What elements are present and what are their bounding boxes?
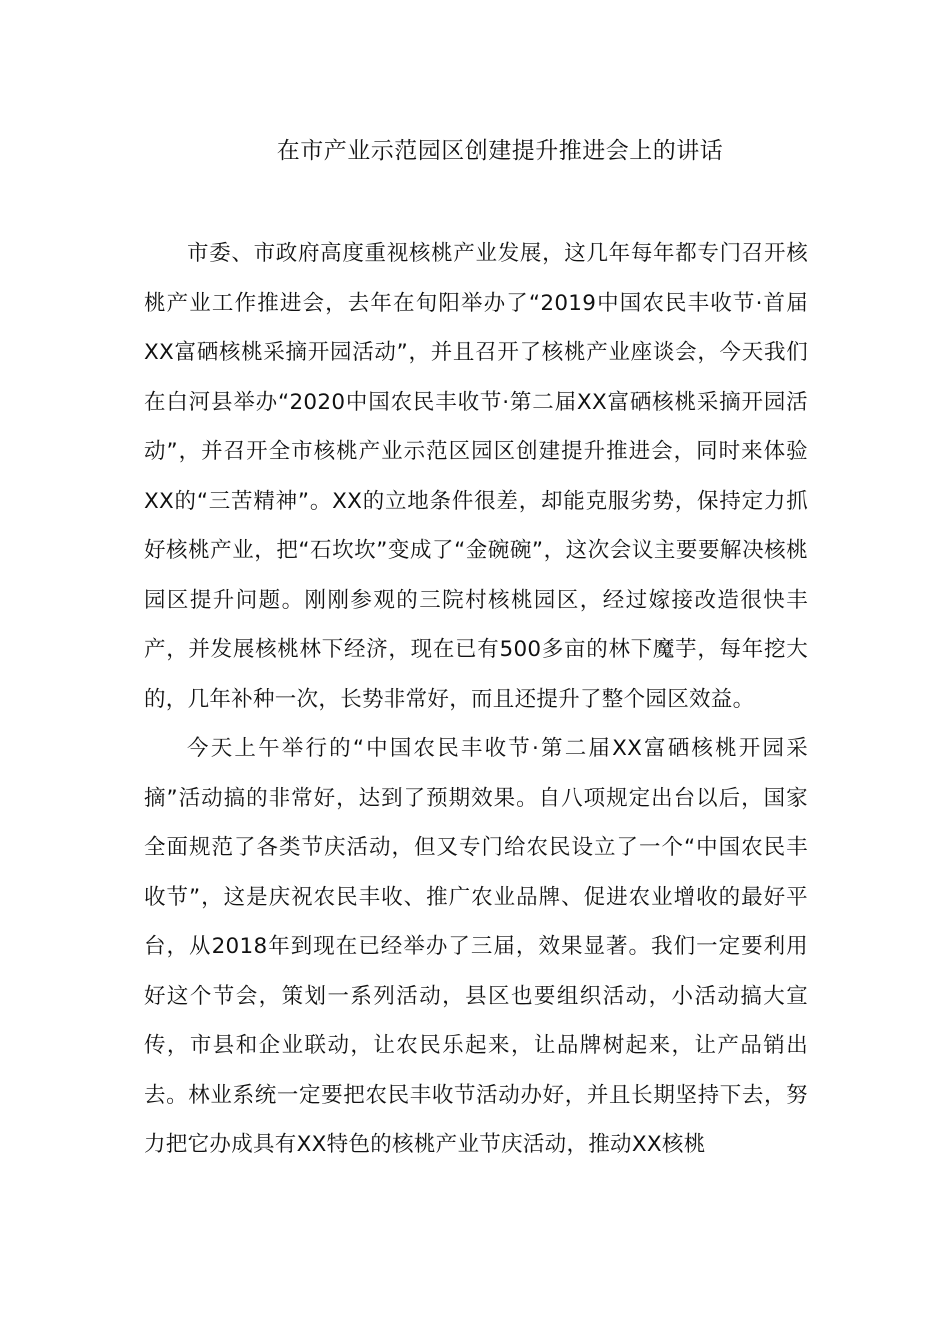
paragraph-2: 今天上午举行的“中国农民丰收节·第二届XX富硒核桃开园采摘”活动搞的非常好，达到了预期效果。自八项规定出台以后，国家全面规范了各类节庆活动，但又专门给农民设立了一个“中国农民丰收节”，这是庆祝农民丰收、推广农业品牌、促进农业增收的最好平台，从2018年到现在已经举办了三届，效果显著。我们一定要利用好这个节会，策划一系列活动，县区也要组织活动，小活动搞大宣传，市县和企业联动，让农民乐起来，让品牌树起来，让产品销出去。林业系统一定要把农民丰收节活动办好，并且长期坚持下去，努力把它办成具有XX特色的核桃产业节庆活动，推动XX核桃 (144, 736, 808, 1157)
document-body (144, 229, 808, 1170)
document-title: 在市产业示范园区创建提升推进会上的讲话 (276, 138, 724, 164)
paragraph-1: 市委、市政府高度重视核桃产业发展，这几年每年都专门召开核桃产业工作推进会，去年在旬阳举办了“2019中国农民丰收节·首届XX富硒核桃采摘开园活动”，并且召开了核桃产业座谈会，今天我们在白河县举办“2020中国农民丰收节·第二届XX富硒核桃采摘开园活动”，并召开全市核桃产业示范区园区创建提升推进会，同时来体验XX的“三苦精神”。XX的立地条件很差，却能克服劣势，保持定力抓好核桃产业，把“石坎坎”变成了“金碗碗”，这次会议主要要解决核桃园区提升问题。刚刚参观的三院村核桃园区，经过嫁接改造很快丰产，并发展核桃林下经济，现在已有500多亩的林下魔芋，每年挖大的，几年补种一次，长势非常好，而且还提升了整个园区效益。 (144, 241, 808, 712)
